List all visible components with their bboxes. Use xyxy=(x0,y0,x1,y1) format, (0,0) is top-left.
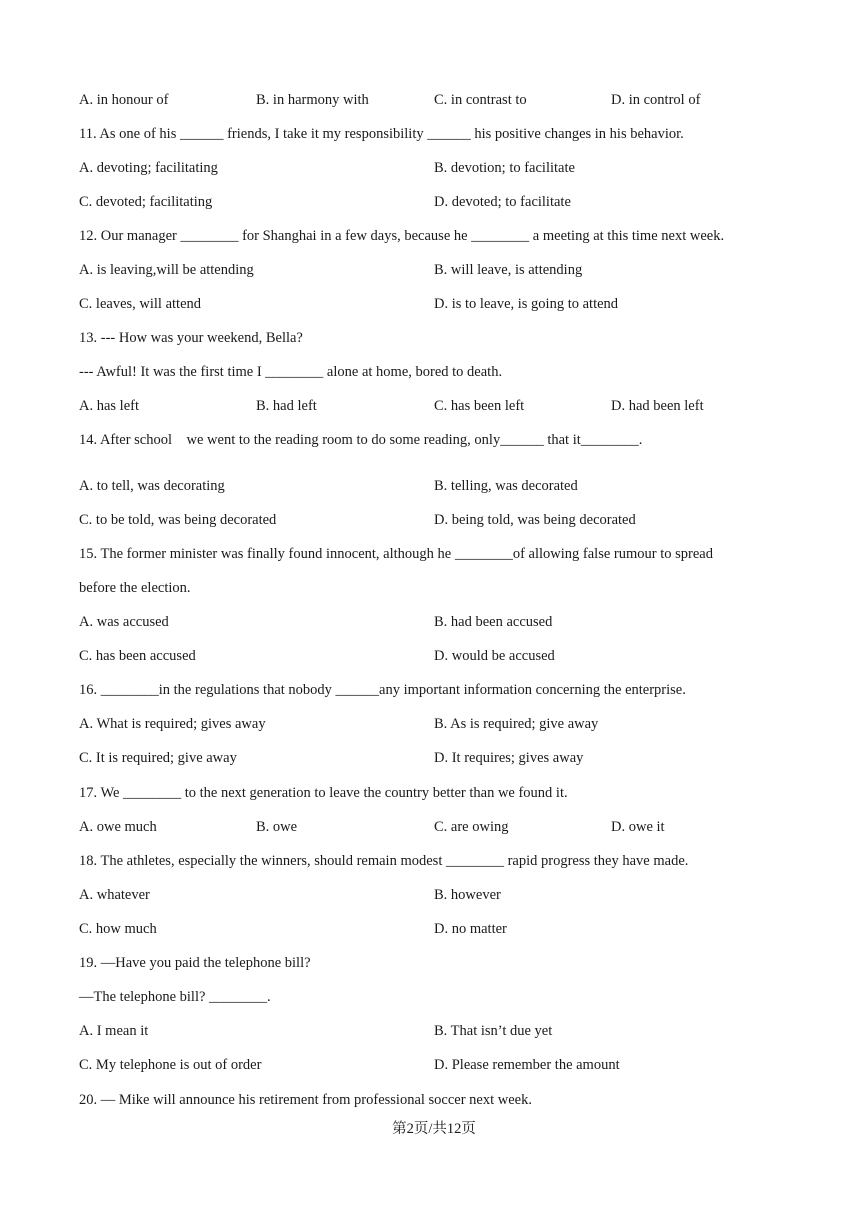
q10-option-b: B. in harmony with xyxy=(256,92,369,108)
q14-option-c: C. to be told, was being decorated xyxy=(79,512,277,528)
q11-stem: 11. As one of his ______ friends, I take it my responsibility ______ his positive changes in his behavior. xyxy=(79,126,684,142)
q19-option-d: D. Please remember the amount xyxy=(434,1057,620,1073)
q18-option-d: D. no matter xyxy=(434,921,507,937)
q16-option-c: C. It is required; give away xyxy=(79,750,237,766)
q15-option-d: D. would be accused xyxy=(434,648,555,664)
q17-stem: 17. We ________ to the next generation to leave the country better than we found it. xyxy=(79,785,568,801)
q18-option-a: A. whatever xyxy=(79,887,150,903)
q16-option-a: A. What is required; gives away xyxy=(79,716,266,732)
q12-option-b: B. will leave, is attending xyxy=(434,262,583,278)
q13-stem: 13. --- How was your weekend, Bella? xyxy=(79,330,303,346)
q13-option-c: C. has been left xyxy=(434,398,525,414)
page-number: 第2页/共12页 xyxy=(392,1121,476,1137)
q10-option-a: A. in honour of xyxy=(79,92,169,108)
q19-stem-line2: —The telephone bill? ________. xyxy=(79,989,271,1005)
q16-option-b: B. As is required; give away xyxy=(434,716,599,732)
q17-option-c: C. are owing xyxy=(434,819,509,835)
q16-option-d: D. It requires; gives away xyxy=(434,750,584,766)
q17-option-d: D. owe it xyxy=(611,819,665,835)
q14-stem: 14. After school we went to the reading room to do some reading, only______ that it________. xyxy=(79,432,643,448)
q11-option-a: A. devoting; facilitating xyxy=(79,160,218,176)
q13-option-d: D. had been left xyxy=(611,398,704,414)
q14-option-b: B. telling, was decorated xyxy=(434,478,578,494)
q14-option-a: A. to tell, was decorating xyxy=(79,478,225,494)
q12-option-a: A. is leaving,will be attending xyxy=(79,262,254,278)
q13-option-b: B. had left xyxy=(256,398,317,414)
q12-option-c: C. leaves, will attend xyxy=(79,296,202,312)
q15-option-c: C. has been accused xyxy=(79,648,196,664)
q17-option-a: A. owe much xyxy=(79,819,157,835)
q10-option-c: C. in contrast to xyxy=(434,92,527,108)
q14-option-d: D. being told, was being decorated xyxy=(434,512,636,528)
q15-option-a: A. was accused xyxy=(79,614,169,630)
q19-option-a: A. I mean it xyxy=(79,1023,149,1039)
q11-option-d: D. devoted; to facilitate xyxy=(434,194,571,210)
q16-stem: 16. ________in the regulations that nobody ______any important information concerning the enterprise. xyxy=(79,682,686,698)
q18-option-c: C. how much xyxy=(79,921,157,937)
q13-stem-line2: --- Awful! It was the first time I ________ alone at home, bored to death. xyxy=(79,364,503,380)
q15-option-b: B. had been accused xyxy=(434,614,553,630)
q11-option-c: C. devoted; facilitating xyxy=(79,194,213,210)
q19-stem: 19. —Have you paid the telephone bill? xyxy=(79,955,311,971)
q17-option-b: B. owe xyxy=(256,819,298,835)
q13-option-a: A. has left xyxy=(79,398,139,414)
q18-option-b: B. however xyxy=(434,887,501,903)
q20-stem: 20. — Mike will announce his retirement from professional soccer next week. xyxy=(79,1092,532,1108)
q15-stem-line2: before the election. xyxy=(79,580,191,596)
q11-option-b: B. devotion; to facilitate xyxy=(434,160,575,176)
q12-option-d: D. is to leave, is going to attend xyxy=(434,296,619,312)
q10-option-d: D. in control of xyxy=(611,92,701,108)
q18-stem: 18. The athletes, especially the winners, should remain modest ________ rapid progress they have made. xyxy=(79,853,689,869)
q15-stem: 15. The former minister was finally found innocent, although he ________of allowing false rumour to spread xyxy=(79,546,713,562)
q19-option-b: B. That isn’t due yet xyxy=(434,1023,553,1039)
q19-option-c: C. My telephone is out of order xyxy=(79,1057,262,1073)
q12-stem: 12. Our manager ________ for Shanghai in a few days, because he ________ a meeting at this time next week. xyxy=(79,228,725,244)
